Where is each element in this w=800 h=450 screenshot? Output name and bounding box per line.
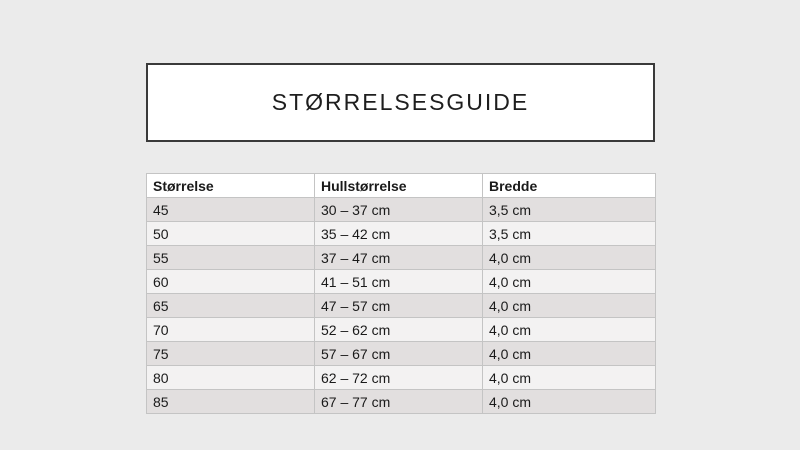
cell-width: 4,0 cm [483, 366, 656, 390]
cell-size: 80 [147, 366, 315, 390]
table-row [147, 318, 656, 342]
title-box [146, 63, 655, 142]
column-header-width: Bredde [483, 174, 656, 198]
cell-size: 55 [147, 246, 315, 270]
cell-width: 4,0 cm [483, 294, 656, 318]
cell-size: 85 [147, 390, 315, 414]
cell-size: 45 [147, 198, 315, 222]
table-row [147, 222, 656, 246]
table-row [147, 342, 656, 366]
cell-width: 4,0 cm [483, 390, 656, 414]
table-row [147, 198, 656, 222]
cell-width: 4,0 cm [483, 318, 656, 342]
table-row [147, 270, 656, 294]
cell-size: 65 [147, 294, 315, 318]
cell-hole-size: 62 – 72 cm [315, 366, 483, 390]
cell-size: 60 [147, 270, 315, 294]
cell-width: 4,0 cm [483, 342, 656, 366]
cell-width: 3,5 cm [483, 222, 656, 246]
cell-hole-size: 35 – 42 cm [315, 222, 483, 246]
table-row [147, 366, 656, 390]
cell-hole-size: 30 – 37 cm [315, 198, 483, 222]
cell-size: 75 [147, 342, 315, 366]
column-header-hole-size: Hullstørrelse [315, 174, 483, 198]
cell-hole-size: 57 – 67 cm [315, 342, 483, 366]
size-guide-table [146, 173, 656, 414]
table-header-row [147, 174, 656, 198]
table-row [147, 294, 656, 318]
column-header-size: Størrelse [147, 174, 315, 198]
cell-width: 4,0 cm [483, 270, 656, 294]
cell-width: 4,0 cm [483, 246, 656, 270]
cell-hole-size: 41 – 51 cm [315, 270, 483, 294]
table-row [147, 390, 656, 414]
page-title: STØRRELSESGUIDE [271, 89, 530, 115]
cell-hole-size: 37 – 47 cm [315, 246, 483, 270]
cell-size: 50 [147, 222, 315, 246]
cell-hole-size: 52 – 62 cm [315, 318, 483, 342]
cell-size: 70 [147, 318, 315, 342]
table-row [147, 246, 656, 270]
cell-hole-size: 47 – 57 cm [315, 294, 483, 318]
cell-hole-size: 67 – 77 cm [315, 390, 483, 414]
cell-width: 3,5 cm [483, 198, 656, 222]
